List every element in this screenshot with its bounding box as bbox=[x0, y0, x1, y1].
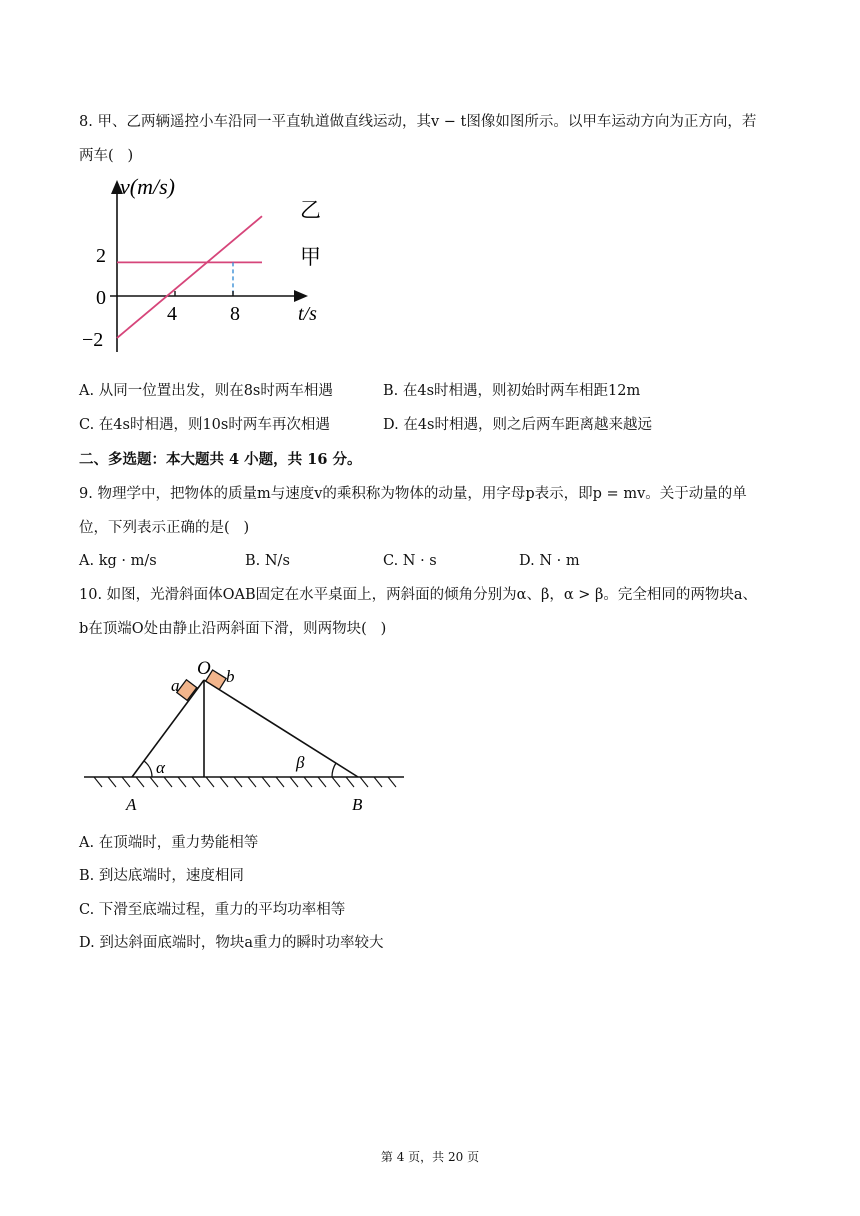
q10-stem-line1: 10. 如图，光滑斜面体OAB固定在水平桌面上，两斜面的倾角分别为α、β，α > β。完全相同的两物块a、 bbox=[79, 587, 758, 603]
q10-stem-line2: b在顶端O处由静止沿两斜面下滑，则两物块( ) bbox=[79, 621, 387, 637]
page-footer: 第 4 页，共 20 页 bbox=[380, 1150, 480, 1164]
incline-OA bbox=[132, 680, 204, 777]
q8-option-d[interactable]: D. 在4s时相遇，则之后两车距离越来越远 bbox=[383, 417, 652, 433]
section-heading: 二、多选题：本大题共 4 小题，共 16 分。 bbox=[79, 451, 362, 468]
chart-ylabel: v(m/s) bbox=[120, 174, 175, 199]
q10-option-d[interactable]: D. 到达斜面底端时，物块a重力的瞬时功率较大 bbox=[79, 935, 384, 951]
q8-option-b[interactable]: B. 在4s时相遇，则初始时两车相距12m bbox=[383, 383, 641, 399]
q9-stem-line1: 9. 物理学中，把物体的质量m与速度v的乘积称为物体的动量，用字母p表示，即p = mv。关于动量的单 bbox=[79, 486, 747, 502]
q8-option-c[interactable]: C. 在4s时相遇，则10s时两车再次相遇 bbox=[79, 417, 330, 433]
series-label-jia: 甲 bbox=[300, 245, 321, 269]
block-a bbox=[177, 680, 197, 701]
angle-alpha-arc bbox=[144, 761, 152, 777]
x-tick-4: 4 bbox=[167, 303, 177, 325]
q9-option-c[interactable]: C. N · s bbox=[383, 553, 437, 569]
q10-option-c[interactable]: C. 下滑至底端过程，重力的平均功率相等 bbox=[79, 902, 346, 918]
incline-OB bbox=[204, 680, 358, 777]
ground-hatch bbox=[94, 777, 396, 787]
label-b: b bbox=[226, 667, 235, 686]
angle-beta-arc bbox=[332, 763, 336, 777]
q8-option-a[interactable]: A. 从同一位置出发，则在8s时两车相遇 bbox=[79, 383, 333, 399]
label-O: O bbox=[197, 658, 211, 679]
chart-xlabel: t/s bbox=[298, 303, 317, 325]
q9-option-a[interactable]: A. kg · m/s bbox=[79, 553, 157, 569]
q10-option-b[interactable]: B. 到达底端时，速度相同 bbox=[79, 868, 244, 884]
q8-stem-line1: 8. 甲、乙两辆遥控小车沿同一平直轨道做直线运动，其v − t图像如图所示。以甲车运动方向为正方向，若 bbox=[79, 114, 757, 130]
label-alpha: α bbox=[156, 758, 165, 777]
q8-stem-line2: 两车( ) bbox=[79, 148, 134, 164]
q8-vt-chart bbox=[80, 172, 340, 372]
q9-option-b[interactable]: B. N/s bbox=[245, 553, 290, 569]
series-label-yi: 乙 bbox=[300, 198, 321, 222]
y-tick-2: 2 bbox=[96, 245, 106, 267]
label-A: A bbox=[126, 795, 137, 814]
label-beta: β bbox=[296, 753, 305, 772]
q10-option-a[interactable]: A. 在顶端时，重力势能相等 bbox=[79, 835, 259, 851]
x-tick-8: 8 bbox=[230, 303, 240, 325]
q9-stem-line2: 位，下列表示正确的是( ) bbox=[79, 520, 250, 536]
label-B: B bbox=[352, 795, 363, 814]
q9-option-d[interactable]: D. N · m bbox=[519, 553, 580, 569]
q10-incline-diagram bbox=[80, 650, 410, 820]
y-tick-0: 0 bbox=[96, 287, 106, 309]
x-axis-arrow bbox=[294, 290, 308, 302]
label-a: a bbox=[171, 676, 180, 695]
series-line-yi bbox=[117, 216, 262, 338]
y-tick-neg2: −2 bbox=[82, 329, 104, 351]
